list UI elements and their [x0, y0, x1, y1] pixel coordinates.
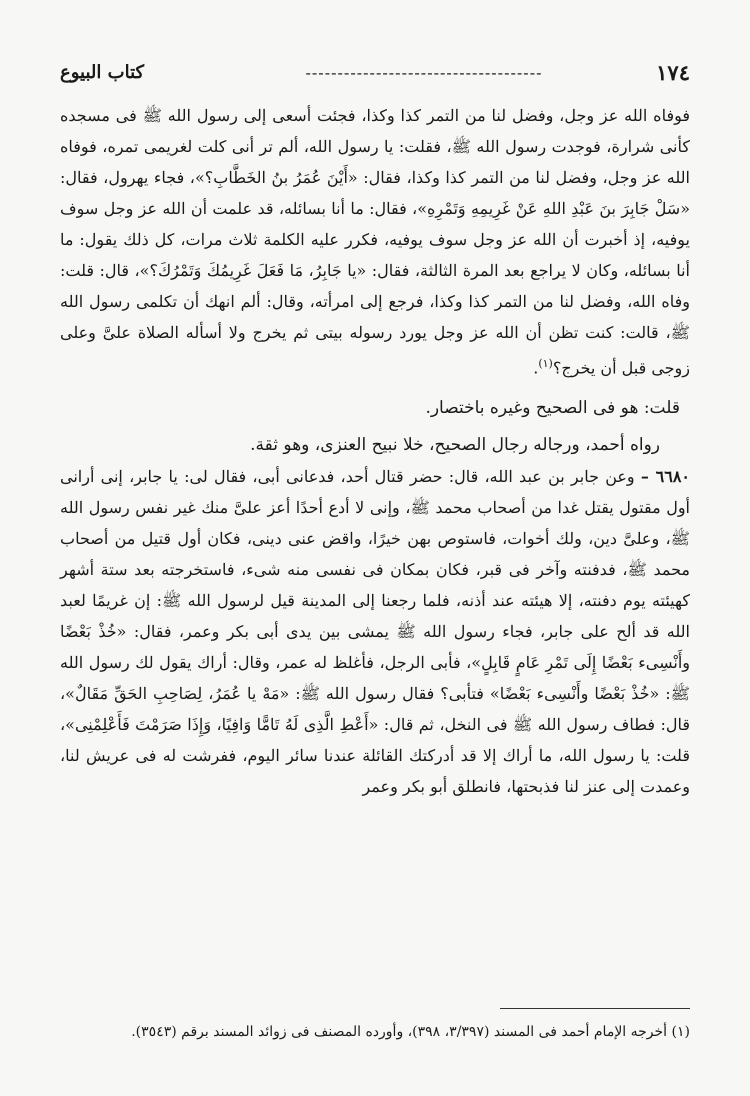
header-rule: ------------------------------------- [305, 63, 543, 82]
paragraph-2-text: وعن جابر بن عبد الله، قال: حضر قتال أحد، فدعانى أبى، فقال لى: يا جابر، إنى أرانى أول مقتول يقتل غدا من أصحاب محمد ﷺ، وإنى لا أدع أحدًا أعز علىَّ منك غير نفس رسول الله ﷺ، وعلىَّ دين، ولك أخوات، فاستوص بهن خيرًا، واقض عنى دينى، فكان أول قتيل من أصحاب محمد ﷺ، فدفنته وآخر فى قبر، فكان بمكان فى نفسى منه شىء، فاستخرجته بعد ستة أشهر كهيئته يوم دفنته، إلا هيئته عند أذنه، فلما رجعنا إلى المدينة قيل لرسول الله ﷺ: إن غريمًا لعبد الله قد ألح على جابر، فجاء رسول الله ﷺ يمشى بين يدى أبى بكر وعمر، فقال: «خُذْ بَعْضًا وأَنْسِىء بَعْضًا إِلَى تَمْرِ عَامٍ قَابِلٍ»، فأبى الرجل، فأغلظ له عمر، وقال: أراك يقول لك رسول الله ﷺ: «خُذْ بَعْضًا وأَنْسِىء بَعْضًا» فتأبى؟ فقال رسول الله ﷺ: «مَهْ يا عُمَرُ، لِصَاحِبِ الحَقِّ مَقَالٌ»، قال: فطاف رسول الله ﷺ فى النخل، ثم قال: «أَعْطِ الَّذِى لَهُ تَامًّا وَافِيًا، وَإِذَا صَرَمْتَ فَأَعْلِمْنِى»، قلت: يا رسول الله، ما أراك إلا قد أدركتك القائلة عندنا سائر اليوم، ففرشت له فى عريش لنا، وعمدت إلى عنز لنا فذبحتها، فانطلق أبو بكر وعمر [60, 467, 690, 797]
main-text [60, 100, 690, 802]
paragraph-2 [60, 461, 690, 802]
footnote-marker: (١) [538, 357, 553, 370]
note-2: رواه أحمد، ورجاله رجال الصحيح، خلا نبيح العنزى، وهو ثقة. [250, 435, 660, 456]
paragraph-1: فوفاه الله عز وجل، وفضل لنا من التمر كذا وكذا، فجئت أسعى إلى رسول الله ﷺ فى مسجده كأنى شرارة، فوجدت رسول الله ﷺ، فقلت: يا رسول الله، ألم تر أنى كلت لغريمى تمره، فوفاه الله عز وجل، وفضل لنا من التمر كذا وكذا، فقال: «أَيْنَ عُمَرُ بنُ الخَطَّابِ؟»، فجاء يهرول، فقال: «سَلْ جَابِرَ بنَ عَبْدِ اللهِ عَنْ غَرِيمِهِ وَتَمْرِهِ»، فقال: ما أنا بسائله، قد علمت أن الله عز وجل سوف يوفيه، إذ أخبرت أن الله عز وجل سوف يوفيه، فكرر عليه الكلمة ثلاث مرات، كل ذلك يقول: ما أنا بسائله، وكان لا يراجع بعد المرة الثالثة، فقال: «يا جَابِرُ، مَا فَعَلَ غَرِيمُكَ وَتَمْرُكَ؟»، قال: قلت: وفاه الله، وفضل لنا من التمر كذا وكذا، فرجع إلى امرأته، وقال: ألم انهك أن تكلمى رسول الله ﷺ، قالت: كنت تظن أن الله عز وجل يورد رسوله بيتى ثم يخرج ولا أسأله الصلاة علىَّ وعلى زوجى قبل أن يخرج؟$^{(١)}$. [60, 106, 691, 378]
hadith-number: ٦٦٨٠ – [640, 467, 690, 487]
note-1: قلت: هو فى الصحيح وغيره باختصار. [425, 398, 680, 419]
book-title: كتاب البيوع [60, 62, 145, 83]
footnote: (١) أخرجه الإمام أحمد فى المسند (٣/٣٩٧، ٣٩٨)، وأورده المصنف فى زوائد المسند برقم (٣٥٤٣). [131, 1024, 690, 1040]
footnote-separator [500, 1008, 690, 1009]
page-header [60, 58, 690, 88]
page-number: ١٧٤ [656, 60, 690, 85]
paragraph-1-text: فوفاه الله عز وجل، وفضل لنا من التمر كذا وكذا، فجئت أسعى إلى رسول الله ﷺ فى مسجده كأنى شرارة، فوجدت رسول الله ﷺ، فقلت: يا رسول الله، ألم تر أنى كلت لغريمى تمره، فوفاه الله عز وجل، وفضل لنا من التمر كذا وكذا، فقال: «أَيْنَ عُمَرُ بنُ الخَطَّابِ؟»، فجاء يهرول، فقال: «سَلْ جَابِرَ بنَ عَبْدِ اللهِ عَنْ غَرِيمِهِ وَتَمْرِهِ»، فقال: ما أنا بسائله، قد علمت أن الله عز وجل سوف يوفيه، إذ أخبرت أن الله عز وجل سوف يوفيه، فكرر عليه الكلمة ثلاث مرات، كل ذلك يقول: ما أنا بسائله، وكان لا يراجع بعد المرة الثالثة، فقال: «يا جَابِرُ، مَا فَعَلَ غَرِيمُكَ وَتَمْرُكَ؟»، قال: قلت: وفاه الله، وفضل لنا من التمر كذا وكذا، فرجع إلى امرأته، وقال: ألم انهك أن تكلمى رسول الله ﷺ، قالت: كنت تظن أن الله عز وجل يورد رسوله بيتى ثم يخرج ولا أسأله الصلاة علىَّ وعلى زوجى قبل أن يخرج؟ [60, 106, 691, 378]
